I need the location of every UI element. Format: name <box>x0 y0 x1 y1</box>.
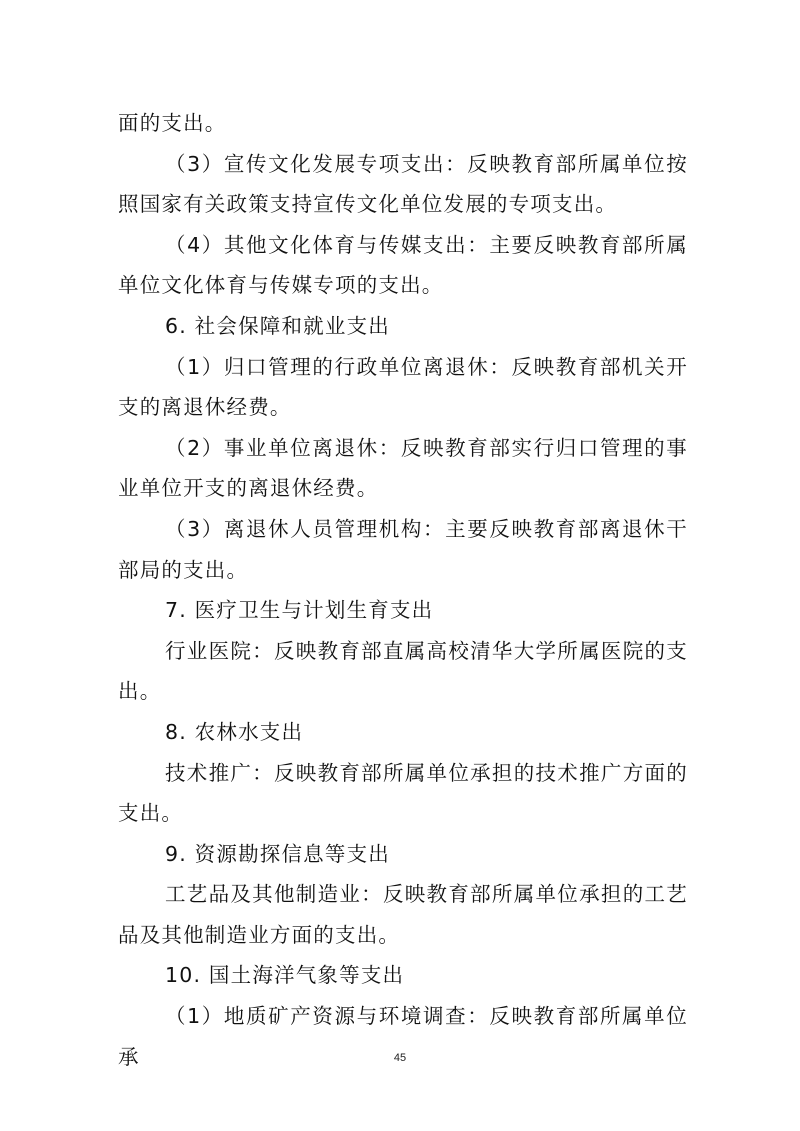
paragraph-industry-hospital: 行业医院：反映教育部直属高校清华大学所属医院的支出。 <box>118 638 688 704</box>
heading-resource-exploration: 9. 资源勘探信息等支出 <box>165 841 390 866</box>
paragraph-other-culture-sports-media: （4）其他文化体育与传媒支出：主要反映教育部所属单位文化体育与传媒专项的支出。 <box>118 232 688 298</box>
heading-medical-health: 7. 医疗卫生与计划生育支出 <box>165 598 434 623</box>
heading-agriculture: 8. 农林水支出 <box>165 719 304 744</box>
paragraph-retiree-management: （3）离退休人员管理机构：主要反映教育部离退休干部局的支出。 <box>118 516 688 582</box>
paragraph-geological-survey: （1）地质矿产资源与环境调查：反映教育部所属单位承 <box>118 1004 688 1069</box>
heading-land-ocean-weather: 10. 国土海洋气象等支出 <box>165 963 405 988</box>
paragraph-institution-retirement: （2）事业单位离退休：反映教育部实行归口管理的事业单位开支的离退休经费。 <box>118 435 688 501</box>
body-text <box>118 103 688 1077</box>
paragraph-handicraft-manufacturing: 工艺品及其他制造业：反映教育部所属单位承担的工艺品及其他制造业方面的支出。 <box>118 882 688 947</box>
paragraph-admin-retirement: （1）归口管理的行政单位离退休：反映教育部机关开支的离退休经费。 <box>118 354 688 420</box>
heading-social-security: 6. 社会保障和就业支出 <box>165 313 390 338</box>
paragraph-publicity-culture-fund: （3）宣传文化发展专项支出：反映教育部所属单位按照国家有关政策支持宣传文化单位发展的专项支出。 <box>118 151 688 217</box>
paragraph-continuation: 面的支出。 <box>118 111 227 135</box>
paragraph-tech-promotion: 技术推广：反映教育部所属单位承担的技术推广方面的支出。 <box>118 760 688 826</box>
page-number: 45 <box>393 1052 407 1064</box>
